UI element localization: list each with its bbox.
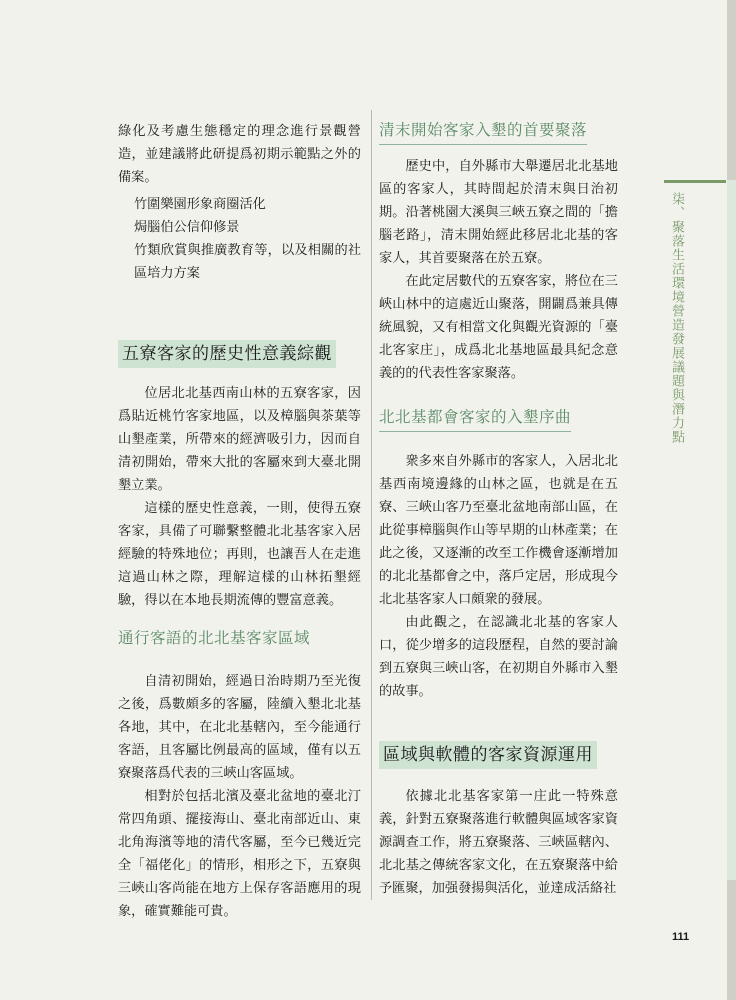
column-divider <box>371 110 372 900</box>
page-number: 111 <box>672 931 690 943</box>
chapter-tab-block <box>727 180 736 880</box>
body-paragraph: 依據北北基客家第一庄此一特殊意義，針對五寮聚落進行軟體與區域客家資源調查工作，將五寮聚落、三峽區轄內、北北基之傳統客家文化，在五寮聚落中給予匯聚，加强發揚與活化，並達成活絡社 <box>379 789 618 896</box>
section-heading: 通行客語的北北基客家區域 <box>118 629 311 647</box>
body-paragraph: 在此定居數代的五寮客家，將位在三峽山林中的這處近山聚落，開闢爲兼具傳統風貌，又有相當文化與觀光資源的「臺北客家庄」，成爲北北基地區最具紀念意義的的代表性客家聚落。 <box>379 274 618 381</box>
list-item: 焗腦伯公信仰修景 <box>134 220 240 235</box>
list-item: 竹圍樂園形象商圈活化 <box>134 197 266 212</box>
right-column <box>379 120 618 900</box>
body-paragraph: 由此觀之，在認識北北基的客家人口，從少增多的這段歷程，自然的要討論到五寮與三峽山客，在初期自外縣市入墾的故事。 <box>379 615 618 699</box>
intro-paragraph: 綠化及考慮生態穩定的理念進行景觀營造，並建議將此研提爲初期示範點之外的備案。 <box>118 124 361 185</box>
proposal-list <box>118 193 361 285</box>
section-heading: 北北基都會客家的入墾序曲 <box>379 405 571 432</box>
section-heading: 清末開始客家入墾的首要聚落 <box>379 118 587 145</box>
section-heading: 五寮客家的歷史性意義綜觀 <box>118 340 336 368</box>
chapter-bar <box>664 180 726 183</box>
body-paragraph: 相對於包括北濱及臺北盆地的臺北汀常四角頭、擺接海山、臺北南部近山、東北角海濱等地的清代客屬，至今已幾近完全「福佬化」的情形，相形之下，五寮與三峽山客尚能在地方上保存客語應用的現象，確實難能可貴。 <box>118 789 361 919</box>
body-paragraph: 位居北北基西南山林的五寮客家，因爲貼近桃竹客家地區，以及樟腦與茶葉等山墾產業，所帶來的經濟吸引力，因而自清初開始，帶來大批的客屬來到大臺北開墾立業。 <box>118 386 361 493</box>
list-item: 竹類欣賞與推廣教育等，以及相關的社區培力方案 <box>134 243 361 281</box>
body-paragraph: 歷史中，自外縣市大舉遷居北北基地區的客家人，其時間起於清末與日治初期。沿著桃園大溪與三峽五寮之間的「擔腦老路」，清末開始經此移居北北基的客家人，其首要聚落在於五寮。 <box>379 159 618 266</box>
body-paragraph: 衆多來自外縣市的客家人，入居北北基西南境邊緣的山林之區，也就是在五寮、三峽山客乃至臺北盆地南部山區，在此從事樟腦與作山等早期的山林產業；在此之後，又逐漸的改至工作機會逐漸增加的北北基都會之中，落戶定居，形成現今北北基客家人口頗衆的發展。 <box>379 454 618 607</box>
left-column <box>118 120 361 923</box>
chapter-title: 柒、聚落生活環境營造發展議題與潛力點 <box>669 192 684 444</box>
body-paragraph: 這樣的歷史性意義，一則，使得五寮客家，具備了可聯繫整體北北基客家入居經驗的特殊地位；再則，也讓吾人在走進這過山林之際，理解這樣的山林拓墾經驗，得以在本地長期流傳的豐富意義。 <box>118 501 361 608</box>
body-paragraph: 自清初開始，經過日治時期乃至光復之後，爲數頗多的客屬，陸續入墾北北基各地，其中，在北北基轄內，至今能通行客語，且客屬比例最高的區域，僅有以五寮聚落爲代表的三峽山客區域。 <box>118 674 361 781</box>
section-heading: 區域與軟體的客家資源運用 <box>379 741 597 769</box>
